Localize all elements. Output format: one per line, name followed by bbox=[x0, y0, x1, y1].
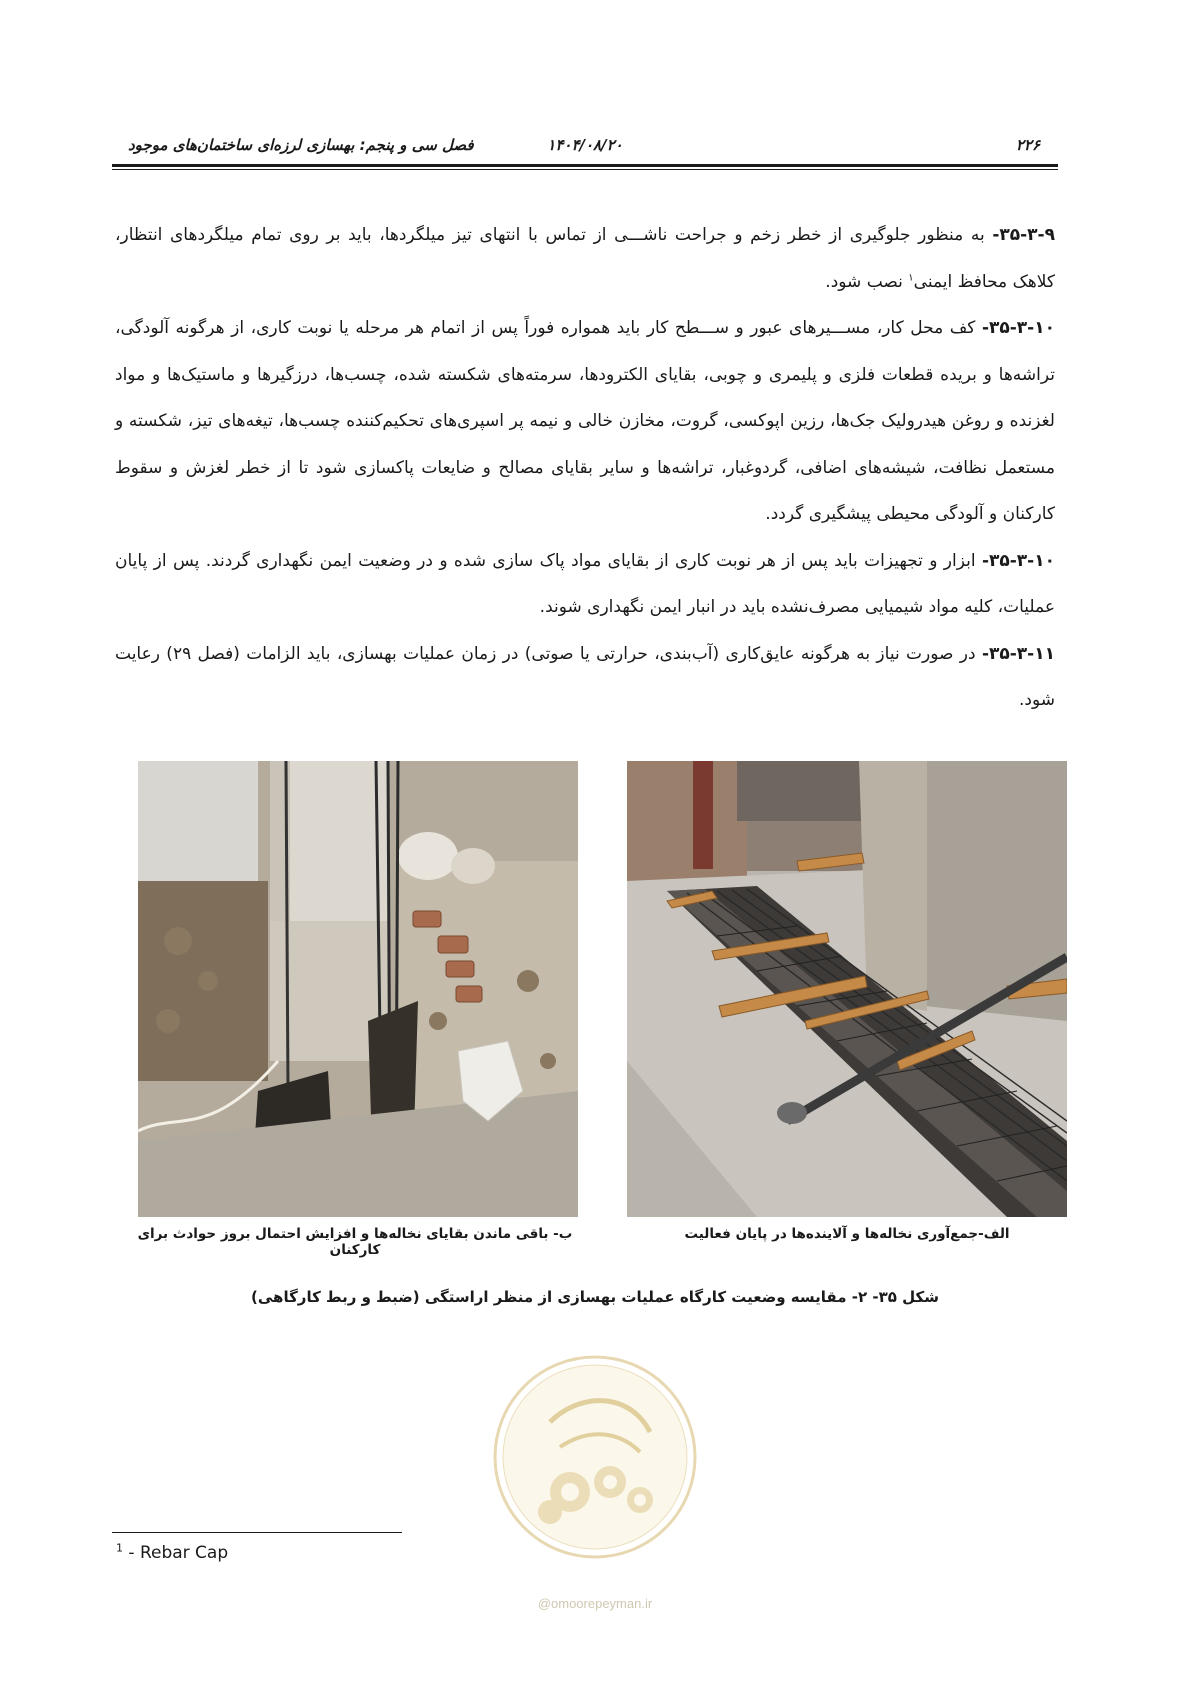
clause-number: ۳۵-۳-۹- bbox=[992, 225, 1055, 245]
clause-number: ۳۵-۳-۱۱- bbox=[981, 643, 1055, 664]
clause-number: ۳۵-۳-۱۰- bbox=[981, 550, 1055, 571]
paragraph-text: به منظور جلوگیری از خطر زخم و جراحت ناشـــی از تماس با انتهای تیز میلگردها، باید بر روی تمام میلگردهای انتظار، کلاهک محافظ ایمنی bbox=[115, 225, 1055, 292]
body-text bbox=[115, 212, 1055, 724]
footnote-text: - Rebar Cap bbox=[123, 1543, 229, 1563]
clause-number: ۳۵-۳-۱۰- bbox=[981, 318, 1055, 338]
footnote-number: 1 bbox=[116, 1541, 123, 1555]
header-rule-thin bbox=[112, 169, 1058, 170]
watermark-url: @omoorepeyman.ir bbox=[537, 1596, 653, 1611]
header-date: ۱۴۰۴/۰۸/۲۰ bbox=[547, 136, 623, 154]
footnote bbox=[116, 1543, 228, 1563]
paragraph-text: ابزار و تجهیزات باید پس از هر نوبت کاری از بقایای مواد پاک سازی شده و در وضعیت ایمن نگهداری گردند. پس از پایان عملیات، کلیه مواد شیمیایی مصرف‌نشده باید در انبار ایمن نگهداری شوند. bbox=[115, 550, 1055, 617]
paragraph-text-end: نصب شود. bbox=[825, 271, 909, 292]
paragraph-text: در صورت نیاز به هرگونه عایق‌کاری (آب‌بندی، حرارتی یا صوتی) در زمان عملیات بهسازی، باید الزامات (فصل ۲۹) رعایت شود. bbox=[115, 643, 1055, 710]
paragraph bbox=[115, 538, 1055, 631]
page-header bbox=[112, 128, 1058, 164]
paragraph bbox=[115, 305, 1055, 538]
footnote-rule bbox=[112, 1532, 402, 1533]
photo-clean-site bbox=[627, 761, 1067, 1217]
photo-messy-site bbox=[138, 761, 578, 1217]
figure-caption: شکل ۳۵- ۲- مقایسه وضعیت کارگاه عملیات بهسازی از منظر اراستگی (ضبط و ربط کارگاهی) bbox=[251, 1288, 939, 1306]
paragraph bbox=[115, 212, 1055, 305]
header-rule bbox=[112, 164, 1058, 167]
paragraph-text: کف محل کار، مســـیرهای عبور و ســـطح کار باید همواره فوراً پس از اتمام هر مرحله یا نوبت کاری، از هرگونه آلودگی، تراشه‌ها و بریده قطعات فلزی و پلیمری و چوبی، بقایای الکترودها، سرمته‌های شکسته شده، چسب‌ها، درزگیرها و ماستیک‌ها و مواد لغزنده و روغن هیدرولیک جک‌ها، رزین اپوکسی، گروت، مخازن خالی و نیمه پر اسپری‌های تحکیم‌کننده چسب‌ها، تیغه‌های تیز، شکسته و مستعمل نظافت، شیشه‌های اضافی، گردوغبار، تراشه‌ها و سایر بقایای مصالح و ضایعات پاکسازی شود تا از خطر لغزش و سقوط کارکنان و آلودگی محیطی پیشگیری گردد. bbox=[115, 318, 1055, 524]
watermark-logo bbox=[490, 1352, 700, 1562]
caption-b: ب- باقی ماندن بقایای نخاله‌ها و افزایش احتمال بروز حوادث برای کارکنان bbox=[137, 1226, 573, 1258]
caption-a: الف-جمع‌آوری نخاله‌ها و آلاینده‌ها در پایان فعالیت bbox=[684, 1226, 1010, 1242]
paragraph bbox=[115, 631, 1055, 724]
footnote-ref[interactable]: ۱ bbox=[908, 271, 914, 283]
page-number: ۲۲۶ bbox=[1015, 136, 1040, 154]
chapter-title: فصل سی و پنجم: بهسازی لرزه‌ای ساختمان‌های موجود bbox=[128, 136, 474, 154]
